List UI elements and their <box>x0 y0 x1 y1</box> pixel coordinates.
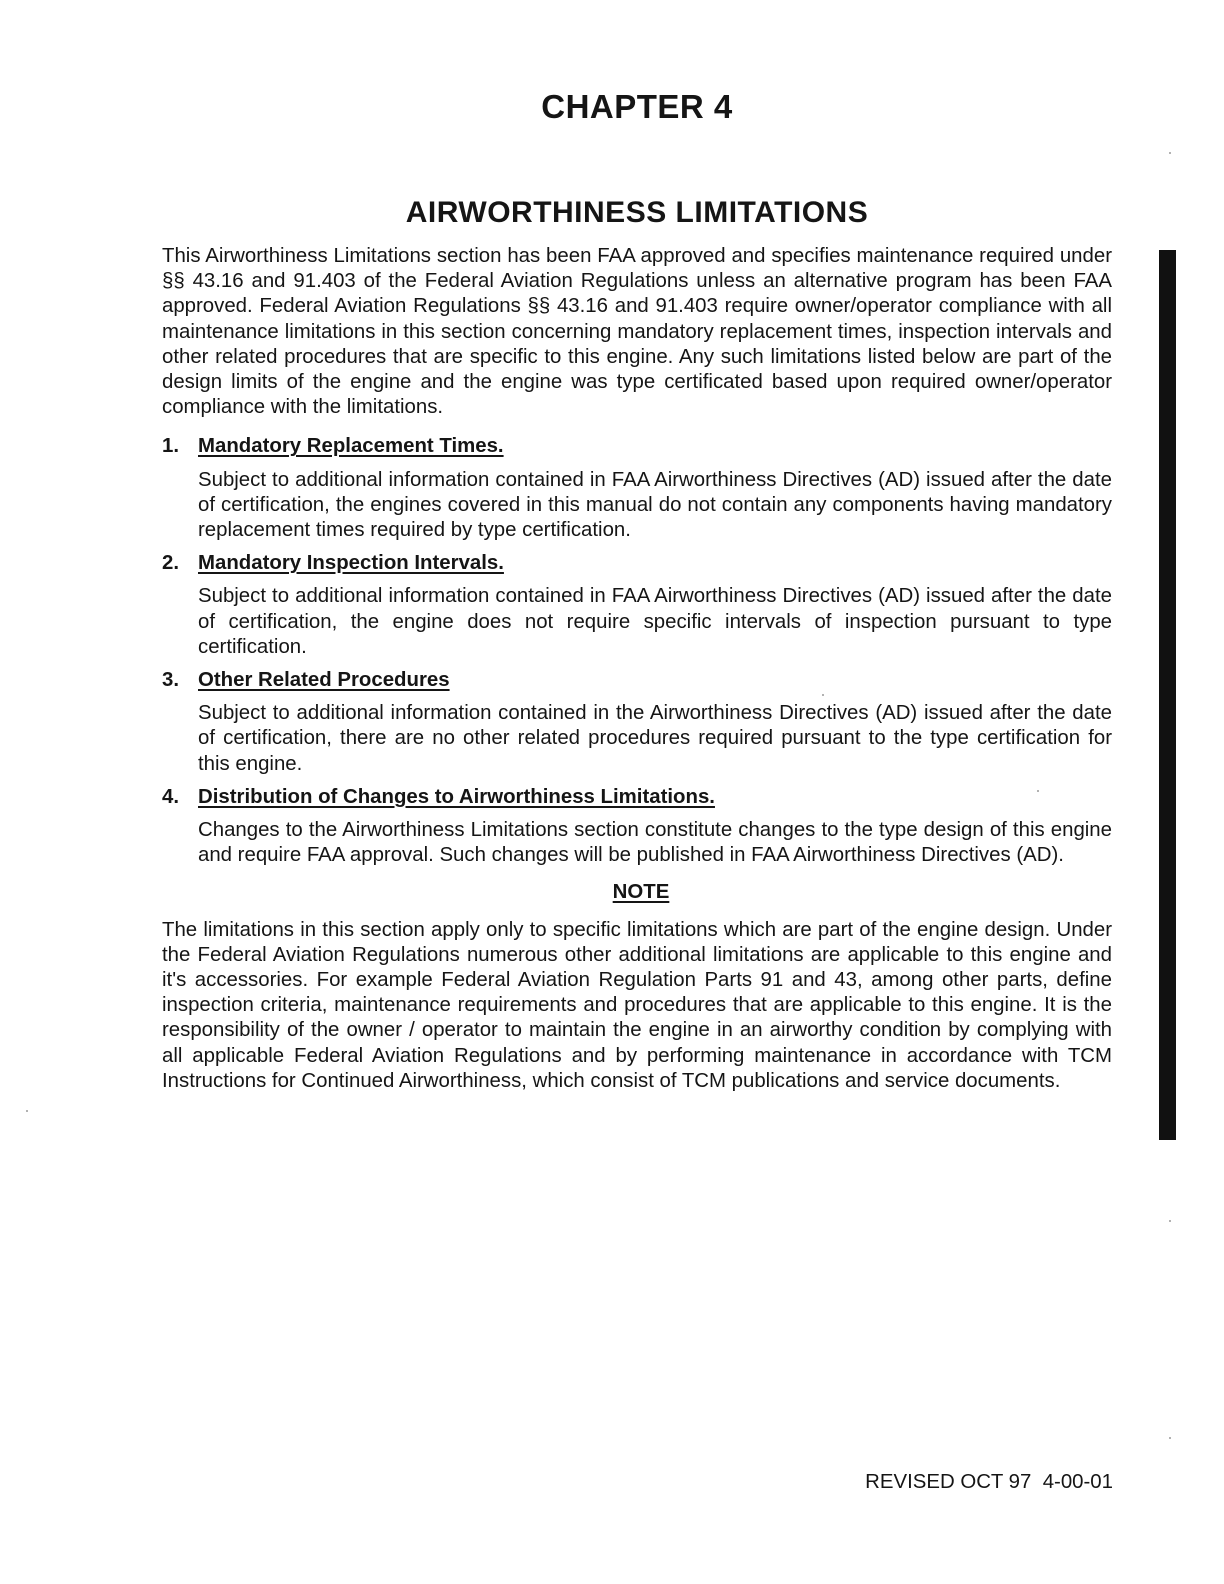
list-item-heading <box>162 668 1112 693</box>
section-title: AIRWORTHINESS LIMITATIONS <box>405 196 869 229</box>
scan-speck <box>1169 1437 1171 1439</box>
list-item-heading <box>162 785 1112 810</box>
list-item-title: Mandatory Replacement Times. <box>198 435 504 458</box>
list-item-heading <box>162 551 1112 576</box>
list-item-body: Subject to additional information contained in the Airworthiness Directives (AD) issued after the date of certification, there are no other related procedures required pursuant to the type certification for this engine. <box>198 702 1112 775</box>
list-item-title: Mandatory Inspection Intervals. <box>198 552 504 575</box>
intro-paragraph: This Airworthiness Limitations section has been FAA approved and specifies maintenance required under §§ 43.16 and 91.403 of the Federal Aviation Regulations unless an alternative program has been FAA approved. Federal Aviation Regulations §§ 43.16 and 91.403 require owner/operator compliance with all maintenance limitations in this section concerning mandatory replacement times, inspection intervals and other related procedures that are specific to this engine. Any such limitations listed below are part of the design limits of the engine and the engine was type certificated based upon required owner/operator compliance with the limitations. <box>162 245 1112 419</box>
scan-speck <box>822 694 824 696</box>
document-body <box>162 244 1112 1094</box>
list-item-heading <box>162 434 1112 459</box>
list-item-body: Subject to additional information contained in FAA Airworthiness Directives (AD) issued after the date of certification, the engine does not require specific intervals of inspection pursuant to type certification. <box>198 585 1112 658</box>
page-number: 4-00-01 <box>1042 1471 1113 1493</box>
list-item-number: 4. <box>162 785 180 808</box>
list-item <box>162 785 1112 869</box>
list-item-title: Other Related Procedures <box>198 669 450 692</box>
chapter-title: CHAPTER 4 <box>541 88 733 125</box>
scan-speck <box>1169 152 1171 154</box>
scan-speck <box>26 1110 28 1112</box>
list-item-number: 1. <box>162 435 180 458</box>
list-item <box>162 551 1112 660</box>
list-item <box>162 668 1112 777</box>
list-item-number: 3. <box>162 669 180 692</box>
revision-label: REVISED OCT 97 <box>865 1471 1032 1493</box>
revision-change-bar <box>1159 250 1176 1140</box>
list-item-title: Distribution of Changes to Airworthiness Limitations. <box>198 785 715 808</box>
list-item-body: Subject to additional information contained in FAA Airworthiness Directives (AD) issued after the date of certification, the engines covered in this manual do not contain any components having mandatory replacement times required by type certification. <box>198 468 1112 542</box>
scan-speck <box>1169 1220 1171 1222</box>
note-paragraph: The limitations in this section apply only to specific limitations which are part of the engine design. Under the Federal Aviation Regulations numerous other additional limitations are applicable to this engine and it's accessories. For example Federal Aviation Regulation Parts 91 and 43, among other parts, define inspection criteria, maintenance requirements and procedures that are applicable to this engine. It is the responsibility of the owner / operator to maintain the engine in an airworthy condition by complying with all applicable Federal Aviation Regulations and by performing maintenance in accordance with TCM Instructions for Continued Airworthiness, which consist of TCM publications and service documents. <box>162 918 1112 1092</box>
note-heading: NOTE <box>612 881 670 904</box>
page-footer <box>865 1471 1113 1494</box>
list-item-body: Changes to the Airworthiness Limitations section constitute changes to the type design of this engine and require FAA approval. Such changes will be published in FAA Airworthiness Directives (AD). <box>198 819 1112 867</box>
list-item-number: 2. <box>162 552 180 575</box>
scan-speck <box>1037 790 1039 792</box>
list-item <box>162 434 1112 543</box>
